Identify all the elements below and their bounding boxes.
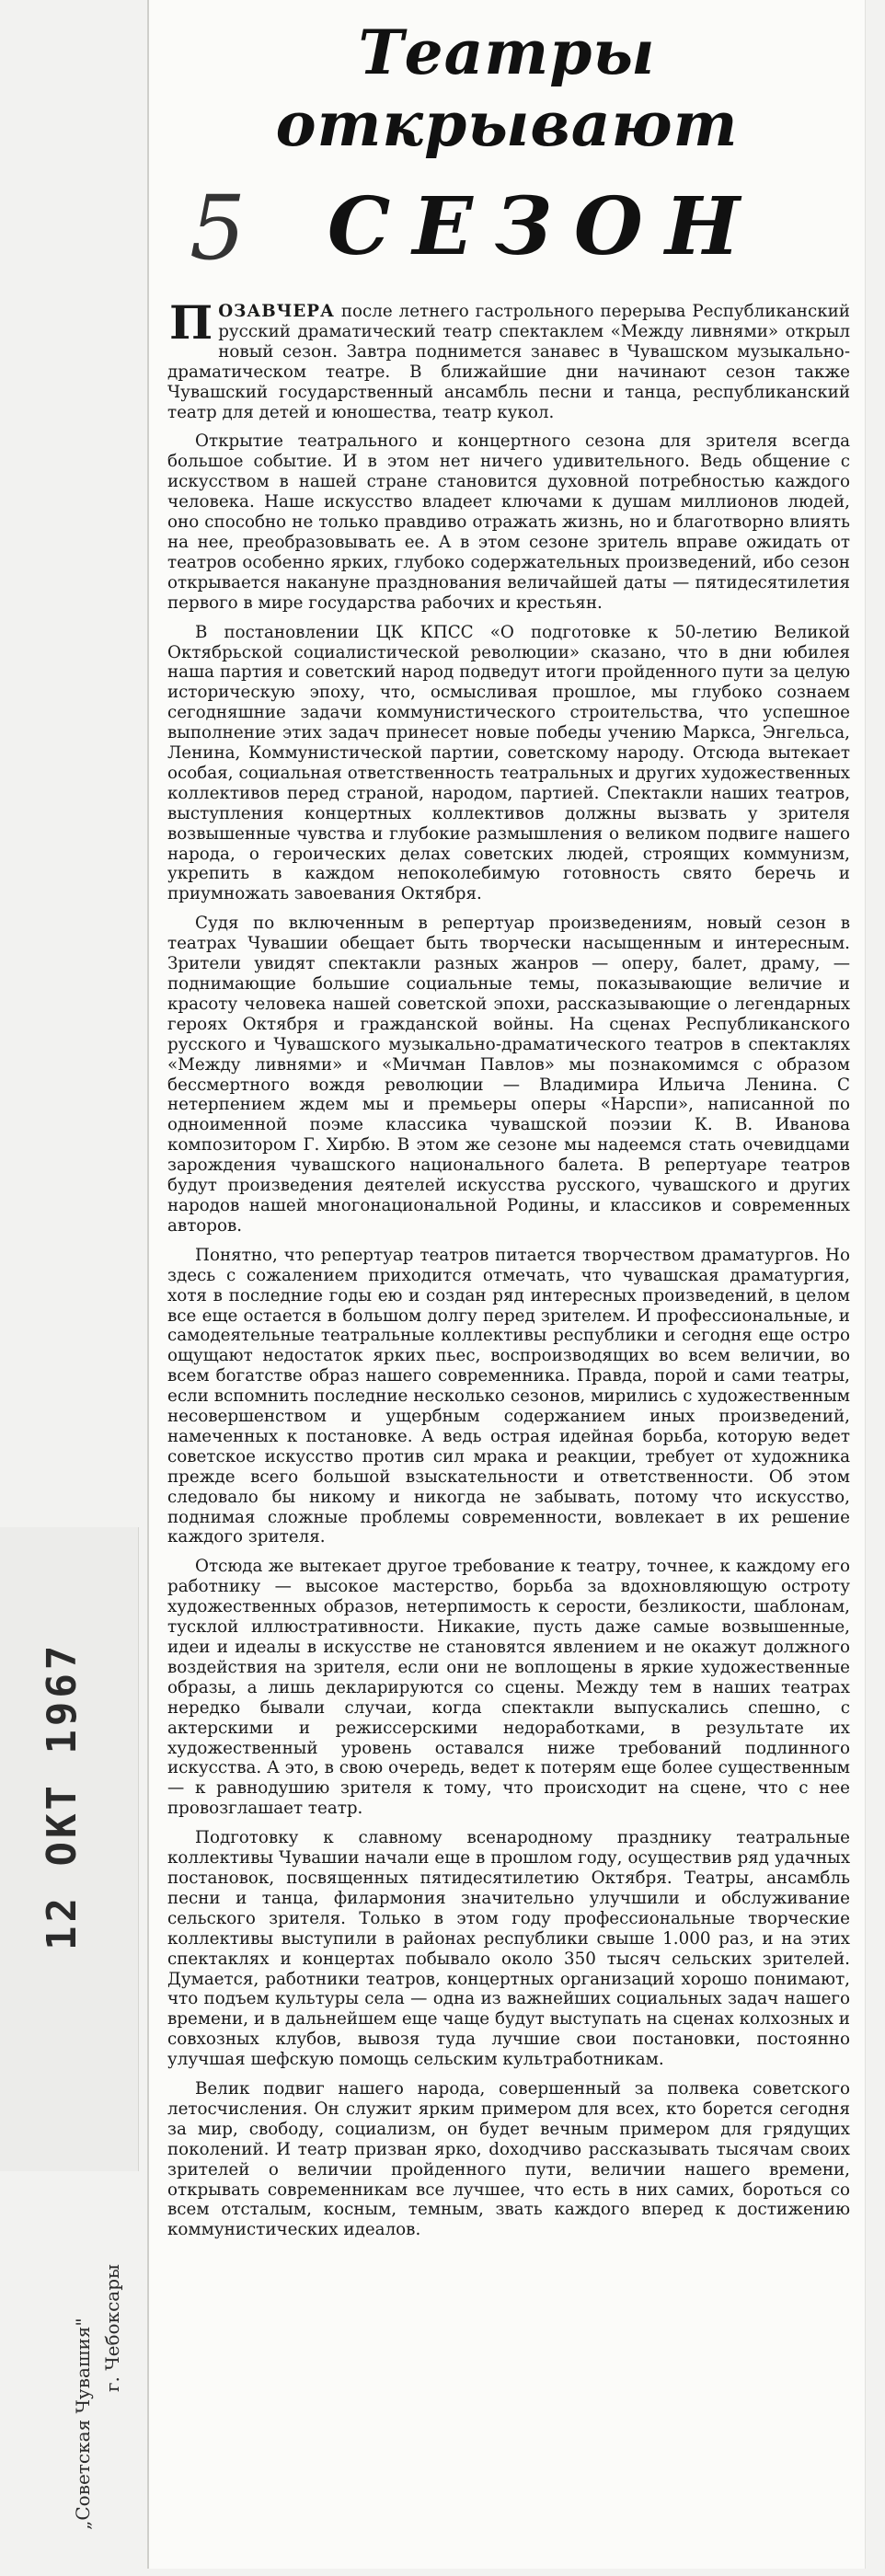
- date-stamp: 12 ОКТ 1967: [39, 1641, 86, 1950]
- lead-word: ОЗАВЧЕРА: [218, 302, 335, 321]
- paragraph: Велик подвиг нашего народа, совершенный за полвека советского летосчисления. Он служит ярким примером для всех, кто борется сегодня за мир, свободу, социализм, он будет вечным примером для грядущих поколений. И театр призван ярко, doходчиво рассказывать тысячам своих зрителей о величии пройденного пути, величии нашего времени, открывать современникам все лучшее, что есть в них самих, бороться со всем отсталым, косным, темным, звать каждого вперед к достижению коммунистических идеалов.: [167, 2079, 850, 2240]
- paragraph: Понятно, что репертуар театров питается творчеством драматургов. Но здесь с сожалением приходится отмечать, что чувашская драматургия, хотя в последние годы ею и создан ряд интересных произведений, в целом все еще остается в большом долгу перед зрителем. И профессиональные, и самодеятельные театральные коллективы республики и сегодня еще остро ощущают недостаток ярких пьес, воспроизводящих во всем величии, во всем богатстве образ нашего современника. Правда, порой и сами театры, если вспомнить последние несколько сезонов, мирились с художественным несовершенством и ущербным содержанием иных произведений, намеченных к постановке. А ведь острая идейная борьба, которую ведет советское искусство против сил мрака и реакции, требует от художника прежде всего большой взыскательности и ответственности. Об этом следовало бы никому и никогда не забывать, потому что искусство, поднимая сложные проблемы современности, вовлекает в их решение каждого зрителя.: [167, 1245, 850, 1547]
- paragraph: Судя по включенным в репертуар произведениям, новый сезон в театрах Чувашии обещает быть творчески насыщенным и интересным. Зрители увидят спектакли разных жанров — оперу, балет, драму, — поднимающие большие социальные темы, показывающие величие и красоту человека нашей советской эпохи, рассказывающие о легендарных героях Октября и гражданской войны. На сценах Республиканского русского и Чувашского музыкально-драматического театров в спектаклях «Между ливнями» и «Мичман Павлов» мы познакомимся с образом бессмертного вождя революции — Владимира Ильича Ленина. С нетерпением ждем мы и премьеры оперы «Нарспи», написанной по одноименной поэме классика чувашской поэзии К. В. Иванова композитором Г. Хирбю. В этом же сезоне мы надеемся стать очевидцами зарождения чувашского национального балета. В репертуаре театров будут произведения деятелей искусства русского, чувашского и других народов нашей многонациональной Родины, и классиков и современных авторов.: [167, 914, 850, 1236]
- source-newspaper-name: „Советская Чувашия": [72, 2317, 94, 2530]
- paragraph: В постановлении ЦК КПСС «О подготовке к 50-летию Великой Октябрьской социалистической революции» сказано, что в дни юбилея наша партия и советский народ подведут итоги пройденного пути за целую историческую эпоху, что, осмысливая прошлое, мы глубоко сознаем сегодняшние задачи коммунистического строительства, что успешное выполнение этих задач принесет новые победы учению Маркса, Энгельса, Ленина, Коммунистической партии, советскому народу. Отсюда вытекает особая, социальная ответственность театральных и других художественных коллективов перед страной, народом, партией. Спектакли наших театров, выступления концертных коллективов должны вызвать у зрителя возвышенные чувства и глубокие размышления о великом подвиге нашего народа, о героических делах советских людей, строящих коммунизм, укрепить в каждом непоколебимую готовность свято беречь и приумножать завоевания Октября.: [167, 622, 850, 904]
- paragraph-text: после летнего гастрольного перерыва Республиканский русский драматический театр спектаклем «Между ливнями» открыл новый сезон. Завтра поднимется занавес в Чувашском музыкально-драматическом театре. В ближайшие дни начинают сезон также Чувашский государственный ансамбль песни и танца, республиканский театр для детей и юношества, театр кукол.: [167, 302, 850, 422]
- source-city: г. Чебоксары: [101, 2264, 123, 2392]
- article-subhead: СЕЗОН: [327, 180, 763, 273]
- newspaper-clipping: [147, 0, 866, 2569]
- dropcap-letter: П: [169, 295, 213, 350]
- paragraph: Отсюда же вытекает другое требование к театру, точнее, к каждому его работнику — высокое мастерство, борьба за вдохновляющую остроту художественных образов, нетерпимость к серости, безликости, шаблонам, тусклой иллюстративности. Никакие, пусть даже самые возвышенные, идеи и идеалы в искусстве не становятся явлением и не окажут должного воздействия на зрителя, если они не воплощены в яркие художественные образы, а лишь декларируются со сцены. Между тем в наших театрах нередко бывали случаи, когда спектакли выпускались спешно, с актерскими и режиссерскими недоработками, в результате их художественный уровень оставался ниже требований подлинного искусства. А это, в свою очередь, ведет к потерям еще более существенным — к равнодушию зрителя к тому, что происходит на сцене, что с нее провозглашает театр.: [167, 1557, 850, 1819]
- article-headline: Театры открывают: [275, 17, 739, 160]
- handwritten-number: 5: [190, 177, 247, 280]
- paragraph-lead: [167, 295, 850, 422]
- subhead-row: [149, 177, 865, 296]
- paragraph: Открытие театрального и концертного сезона для зрителя всегда большое событие. И в этом нет ничего удивительного. Ведь общение с искусством в нашей стране становится духовной потребностью каждого человека. Наше искусство владеет ключами к душам миллионов людей, оно способно не только правдиво отражать жизнь, но и благотворно влиять на нее, преобразовывать ее. А в этом сезоне зритель вправе ожидать от театров особенно ярких, глубоко содержательных произведений, ибо сезон открывается накануне празднования величайшей даты — пятидесятилетия первого в мире государства рабочих и крестьян.: [167, 431, 850, 613]
- paragraph: Подготовку к славному всенародному празднику театральные коллективы Чувашии начали еще в прошлом году, осуществив ряд удачных постановок, посвященных пятидесятилетию Октября. Театры, ансамбль песни и танца, филармония значительно улучшили и обслуживание сельского зрителя. Только в этом году профессиональные творческие коллективы выступили в районах республики свыше 1.000 раз, и на этих спектаклях и концертах побывало около 350 тысяч сельских зрителей. Думается, работники театров, концертных организаций хорошо понимают, что подъем культуры села — одна из важнейших социальных задач нашего времени, и в дальнейшем еще чаще будут выступать на сценах колхозных и совхозных клубов, вывозя туда лучшие свои постановки, постоянно улучшая шефскую помощь сельским культработникам.: [167, 1828, 850, 2070]
- article-body: [167, 295, 850, 2240]
